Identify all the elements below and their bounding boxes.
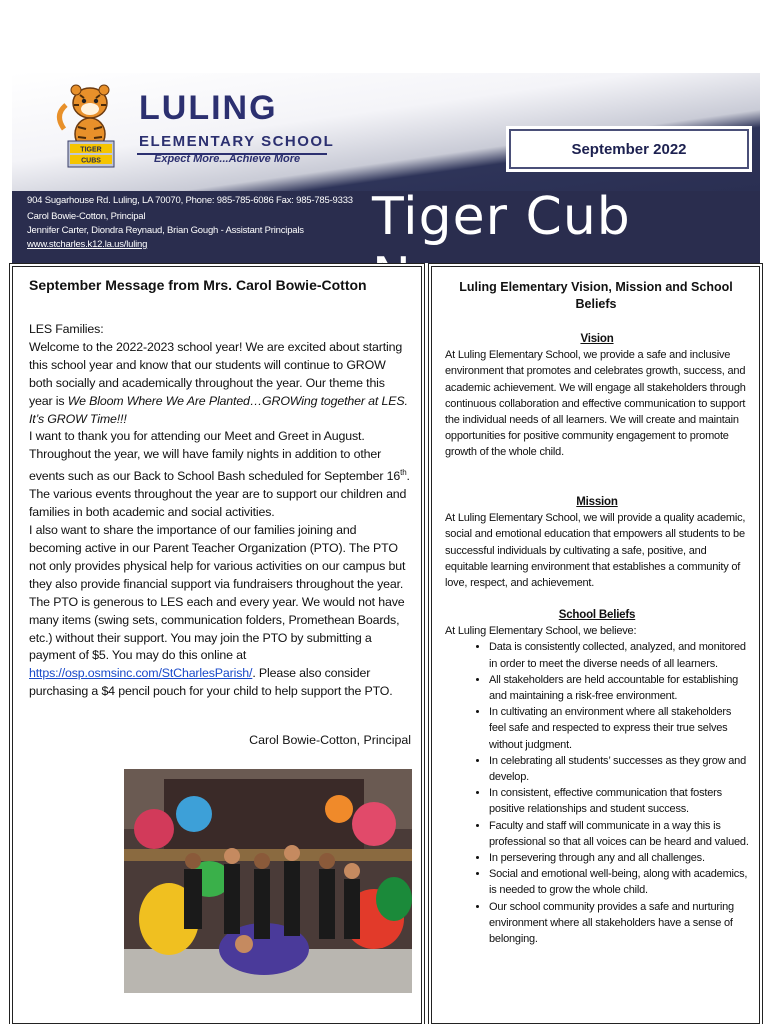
website-link[interactable]: www.stcharles.k12.la.us/luling [27, 239, 148, 250]
message-paragraph-2 [29, 428, 411, 522]
principal-line: Carol Bowie-Cotton, Principal [27, 211, 146, 222]
message-p3-text: I also want to share the importance of our families joining and becoming active in our Parent Teacher Organization (PTO). The PTO not only provides physical help for various activities on our campus but they also provide financial support via fundraisers throughout the year. The PTO is generous to LES each and every year. We would not have many items (swing sets, communication folders, Promethean Boards, etc.) without their support. You may join the PTO by submitting a payment of $5. You may do this online at [29, 523, 406, 663]
staff-photo [124, 769, 412, 993]
beliefs-heading: School Beliefs [558, 609, 636, 621]
mission-section [445, 494, 749, 591]
vision-section [445, 331, 749, 461]
pto-payment-link[interactable]: https://osp.osmsinc.com/StCharlesParish/ [29, 666, 253, 681]
principal-message-panel [12, 266, 422, 1024]
school-beliefs-section [445, 607, 749, 947]
belief-item: • Social and emotional well-being, along with academics, is needed to grow the whole child. [489, 866, 749, 898]
assistant-principals: Jennifer Carter, Diondra Reynaud, Brian Gough - Assistant Principals [27, 225, 304, 236]
vision-heading: Vision [580, 333, 614, 345]
belief-item: • Data is consistently collected, analyzed, and monitored in order to meet the diverse needs of all learners. [489, 639, 749, 671]
issue-date: September 2022 [509, 129, 749, 169]
message-paragraph-3 [29, 522, 411, 701]
vision-text: At Luling Elementary School, we provide a safe and inclusive environment that promotes and celebrates growth, success, and academic achievement. We will engage all stakeholders through continuous collaboration and effective communication to support the individual needs of all learners. We will create and maintain opportunities for positive community engagement to promote growth of the whole child. [445, 349, 746, 459]
address: 904 Sugarhouse Rd. Luling, LA 70070, Phone: 985-785-6086 Fax: 985-785-9333 [27, 195, 353, 206]
message-p2-text: I want to thank you for attending our Meet and Greet in August. Throughout the year, we will have family nights in addition to other events such as our Back to School Bash scheduled for September 16 [29, 429, 401, 484]
belief-item: • All stakeholders are held accountable for establishing and maintaining a risk-free environment. [489, 672, 749, 704]
belief-item: • Our school community provides a safe and nurturing environment where all stakeholders have a sense of belonging. [489, 899, 749, 948]
message-theme: We Bloom Where We Are Planted…GROWing together at LES. It’s GROW Time!!! [29, 393, 408, 426]
school-name: LULING [139, 89, 278, 127]
contact-block [27, 193, 353, 253]
tiger-cub-mascot-icon [50, 79, 130, 171]
belief-item: • In celebrating all students’ successes as they grow and develop. [489, 753, 749, 785]
beliefs-list [445, 639, 749, 947]
masthead-title: Tiger Cub News [372, 187, 631, 307]
mascot-sign-line1: TIGER [80, 146, 102, 154]
belief-item: • In cultivating an environment where all stakeholders feel safe and respected to express their true selves without judgment. [489, 704, 749, 753]
belief-item: • Faculty and staff will communicate in a way this is professional so that all voices can be heard and valued. [489, 818, 749, 850]
belief-item: • In consistent, effective communication that fosters positive relationships and student success. [489, 785, 749, 817]
message-p2-text-end: . The various events throughout the year are to support our children and families in both academic and social activities. [29, 469, 410, 520]
message-title: September Message from Mrs. Carol Bowie-Cotton [29, 277, 367, 293]
beliefs-intro: At Luling Elementary School, we believe: [445, 625, 637, 638]
belief-item: • In persevering through any and all challenges. [489, 850, 749, 866]
message-p2-sup: th [400, 468, 407, 478]
message-p1-text: Welcome to the 2022-2023 school year! We are excited about starting this school year and know that our students will continue to GROW both socially and academically throughout the year. Our theme this year is [29, 339, 403, 408]
message-p3-text-end: . Please also consider purchasing a $4 pencil pouch for your child to help support the PTO. [29, 666, 393, 699]
vision-mission-panel [431, 266, 760, 1024]
mascot-sign-line2: CUBS [81, 157, 101, 165]
mission-heading: Mission [576, 496, 618, 508]
tagline: Expect More...Achieve More [154, 153, 301, 165]
school-subtitle: ELEMENTARY SCHOOL [139, 133, 335, 150]
mission-text: At Luling Elementary School, we will provide a quality academic, social and emotional education that empowers all students to be successful individuals by cultivating a safe, positive, and equitable learning environment that establishes a community of love, respect, and achievement. [445, 512, 746, 590]
message-signature: Carol Bowie-Cotton, Principal [249, 733, 411, 747]
message-body [29, 321, 411, 701]
beliefs-title: Luling Elementary Vision, Mission and School Beliefs [459, 280, 733, 311]
message-greeting: LES Families: [29, 322, 104, 336]
message-paragraph-1 [29, 339, 411, 429]
